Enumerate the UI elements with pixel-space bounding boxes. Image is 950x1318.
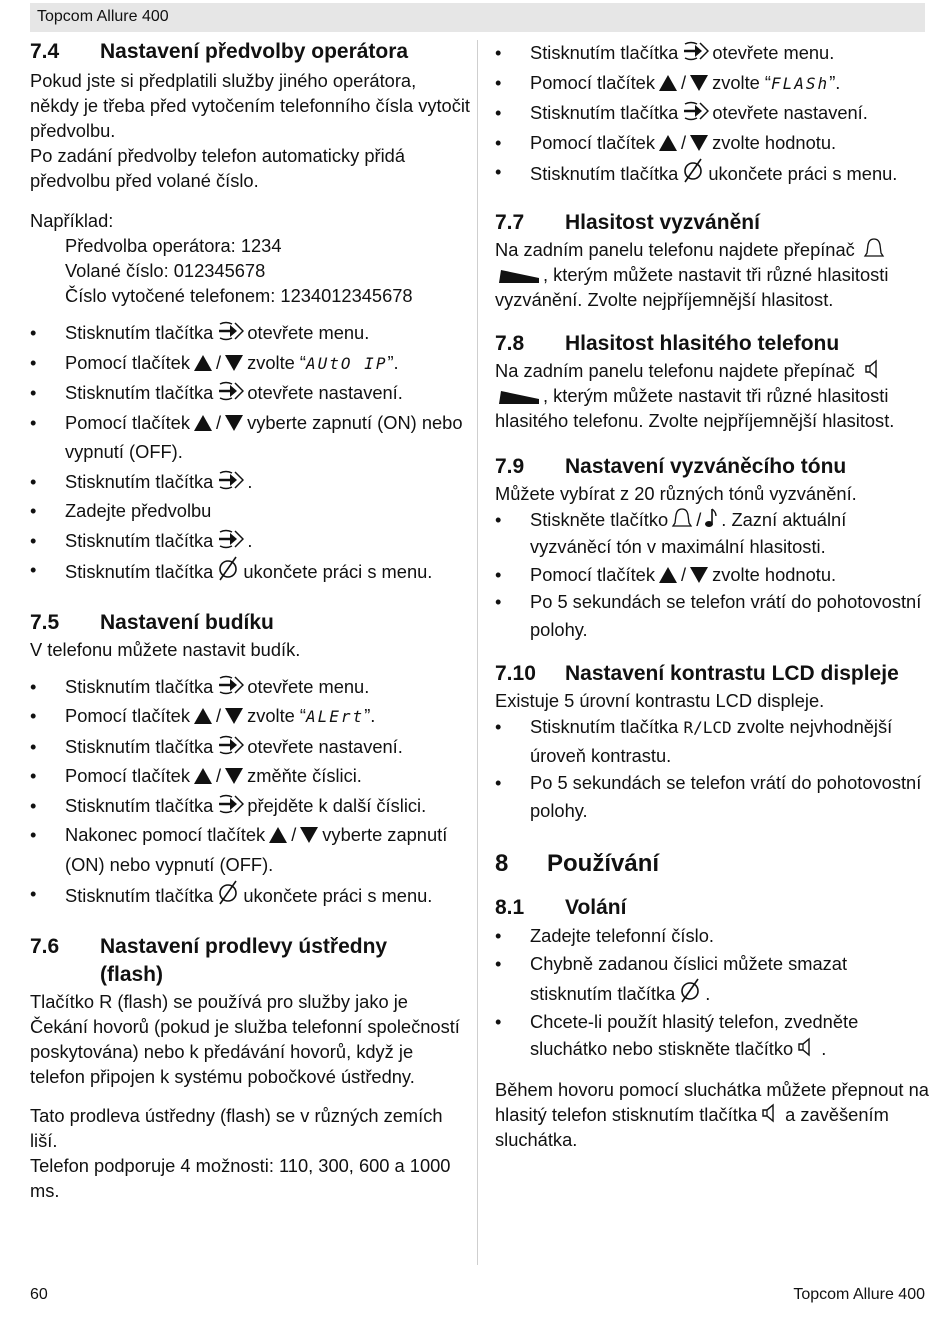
- speaker-icon: [863, 358, 885, 380]
- section-7-10-heading: [495, 660, 930, 688]
- section-title: Hlasitost hlasitého telefonu: [565, 331, 840, 355]
- paragraph: Pokud jste si předplatili služby jiného operátora, někdy je třeba před vytočením telefonního čísla vytočit předvolbu.: [30, 70, 470, 141]
- up-triangle-icon: [193, 414, 213, 432]
- list-item: • Nakonec pomocí tlačítek / vyberte zapnutí (ON) nebo vypnutí (OFF).: [30, 820, 470, 879]
- list-item: • Zadejte předvolbu: [30, 496, 470, 526]
- left-column: [30, 38, 470, 1203]
- list-item: • Pomocí tlačítek / zvolte hodnotu.: [495, 561, 930, 589]
- list-item: • Stisknutím tlačítka ukončete práci s menu.: [30, 555, 470, 587]
- list-item: • Pomocí tlačítek / změňte číslici.: [30, 761, 470, 791]
- menu-arrow-icon: [216, 734, 244, 756]
- steps-list-7-5: [30, 672, 470, 911]
- down-triangle-icon: [689, 134, 709, 152]
- list-item: • Pomocí tlačítek / vyberte zapnutí (ON) nebo vypnutí (OFF).: [30, 408, 470, 467]
- section-title: Nastavení vyzváněcího tónu: [565, 454, 847, 478]
- section-number: 7.4: [30, 40, 60, 63]
- down-triangle-icon: [224, 767, 244, 785]
- header-title: Topcom Allure 400: [37, 8, 169, 25]
- section-number: 7.5: [30, 610, 60, 634]
- section-title: Volání: [565, 896, 627, 919]
- example-line: Předvolba operátora: 1234: [65, 235, 282, 256]
- section-7-8-heading: [495, 330, 930, 358]
- list-item: • Stisknutím tlačítka ukončete práci s menu.: [30, 879, 470, 911]
- menu-arrow-icon: [216, 469, 244, 491]
- list-item: • Stisknutím tlačítka .: [30, 467, 470, 497]
- paragraph: Můžete vybírat z 20 různých tónů vyzvánění.: [495, 482, 857, 504]
- example-line: Číslo vytočené telefonem: 1234012345678: [65, 285, 413, 306]
- section-title: Nastavení prodlevy ústředny (flash): [100, 934, 388, 986]
- steps-list-8-1: [495, 922, 930, 1063]
- section-7-6-heading: [30, 933, 470, 989]
- steps-list-7-9: [495, 506, 930, 644]
- paragraph: Existuje 5 úrovní kontrastu LCD displeje.: [495, 690, 825, 711]
- list-item: • Stisknutím tlačítka ukončete práci s menu.: [495, 157, 930, 189]
- list-item: • Po 5 sekundách se telefon vrátí do pohotovostní polohy.: [495, 769, 930, 824]
- down-triangle-icon: [224, 707, 244, 725]
- menu-arrow-icon: [681, 40, 709, 62]
- cancel-slash-circle-icon: [681, 157, 705, 183]
- section-number: 7.8: [495, 331, 525, 355]
- list-item: • Stisknutím tlačítka otevřete menu.: [30, 318, 470, 348]
- speaker-icon: [760, 1102, 782, 1124]
- menu-arrow-icon: [216, 320, 244, 342]
- list-item: • Chybně zadanou číslici můžete smazat stisknutím tlačítka .: [495, 950, 930, 1008]
- paragraph: Po zadání předvolby telefon automaticky přidá předvolbu před volané číslo.: [30, 145, 405, 191]
- speaker-icon: [796, 1036, 818, 1058]
- section-7-7-heading: [495, 209, 930, 237]
- section-7-9-heading: [495, 453, 930, 481]
- down-triangle-icon: [689, 566, 709, 584]
- paragraph: Telefon podporuje 4 možnosti: 110, 300, 600 a 1000 ms.: [30, 1154, 451, 1201]
- menu-arrow-icon: [681, 100, 709, 122]
- list-item: • Stisknutím tlačítka otevřete nastavení.: [30, 378, 470, 408]
- paragraph: Na zadním panelu telefonu najdete přepínač , kterým můžete nastavit tři různé hlasitosti vyzvánění. Zvolte nejpříjemnější hlasitost.: [495, 238, 889, 310]
- running-header: [30, 3, 925, 32]
- music-note-icon: [704, 507, 718, 529]
- list-item: • Stiskněte tlačítko / . Zazní aktuální vyzváněcí tón v maximální hlasitosti.: [495, 506, 930, 561]
- paragraph: Tlačítko R (flash) se používá pro služby jako je Čekání hovorů (pokud je služba telefonní společností poskytována) nebo k předávání hovorů, když je telefon připojen k systému pobočkové ústředny.: [30, 990, 460, 1087]
- up-triangle-icon: [193, 354, 213, 372]
- down-triangle-icon: [689, 74, 709, 92]
- up-triangle-icon: [658, 74, 678, 92]
- column-divider: [477, 40, 478, 1265]
- section-title: Nastavení kontrastu LCD displeje: [565, 662, 899, 685]
- volume-wedge-icon: [498, 268, 540, 284]
- list-item: • Pomocí tlačítek / zvolte “FLASh”.: [495, 68, 930, 99]
- list-item: • Stisknutím tlačítka přejděte k další číslici.: [30, 791, 470, 821]
- page-number: 60: [30, 1286, 48, 1303]
- example-line: Volané číslo: 012345678: [65, 260, 266, 281]
- section-number: 7.10: [495, 662, 536, 685]
- paragraph: Tato prodleva ústředny (flash) se v různých zemích liší.: [30, 1104, 443, 1151]
- section-number: 8.1: [495, 896, 525, 919]
- menu-arrow-icon: [216, 793, 244, 815]
- section-title: Nastavení předvolby operátora: [100, 40, 409, 63]
- paragraph: Na zadním panelu telefonu najdete přepínač , kterým můžete nastavit tři různé hlasitosti hlasitého telefonu. Zvolte nejpříjemnější hlasitost.: [495, 359, 895, 431]
- up-triangle-icon: [193, 707, 213, 725]
- up-triangle-icon: [658, 566, 678, 584]
- steps-list-7-10: [495, 713, 930, 824]
- list-item: • Stisknutím tlačítka .: [30, 526, 470, 556]
- cancel-slash-circle-icon: [216, 555, 240, 581]
- list-item: • Stisknutím tlačítka otevřete menu.: [495, 38, 930, 68]
- down-triangle-icon: [299, 826, 319, 844]
- section-number: 7.6: [30, 934, 60, 958]
- list-item: • Pomocí tlačítek / zvolte “ALErt”.: [30, 701, 470, 732]
- lcd-text: ALErt: [306, 707, 365, 726]
- section-number: 7.9: [495, 454, 525, 478]
- menu-arrow-icon: [216, 380, 244, 402]
- footer-title: Topcom Allure 400: [793, 1286, 925, 1303]
- menu-arrow-icon: [216, 528, 244, 550]
- lcd-key-label: R/LCD: [683, 718, 732, 737]
- steps-list-7-6-continued: [495, 38, 930, 189]
- right-column: [495, 38, 930, 1152]
- list-item: • Zadejte telefonní číslo.: [495, 922, 930, 950]
- down-triangle-icon: [224, 354, 244, 372]
- section-title: Nastavení budíku: [100, 610, 274, 634]
- up-triangle-icon: [268, 826, 288, 844]
- cancel-slash-circle-icon: [678, 977, 702, 1003]
- section-8-1-heading: [495, 894, 930, 922]
- list-item: • Stisknutím tlačítka R/LCD zvolte nejvhodnější úroveň kontrastu.: [495, 713, 930, 769]
- cancel-slash-circle-icon: [216, 879, 240, 905]
- list-item: • Stisknutím tlačítka otevřete nastavení.: [30, 732, 470, 762]
- list-item: • Po 5 sekundách se telefon vrátí do pohotovostní polohy.: [495, 588, 930, 643]
- up-triangle-icon: [658, 134, 678, 152]
- section-7-5-heading: [30, 609, 470, 637]
- section-number: 7.7: [495, 210, 525, 234]
- lcd-text: FLASh: [771, 73, 830, 93]
- paragraph: V telefonu můžete nastavit budík.: [30, 638, 301, 660]
- section-title: Hlasitost vyzvánění: [565, 210, 760, 234]
- steps-list-7-4: [30, 318, 470, 587]
- section-7-4-heading: [30, 38, 470, 66]
- paragraph: Během hovoru pomocí sluchátka můžete přepnout na hlasitý telefon stisknutím tlačítka a zavěšením sluchátka.: [495, 1078, 929, 1150]
- list-item: • Chcete-li použít hlasitý telefon, zvedněte sluchátko nebo stiskněte tlačítko .: [495, 1008, 930, 1063]
- list-item: • Stisknutím tlačítka otevřete menu.: [30, 672, 470, 702]
- bell-icon: [863, 237, 885, 259]
- list-item: • Pomocí tlačítek / zvolte hodnotu.: [495, 128, 930, 158]
- example-label: Například:: [30, 210, 114, 231]
- up-triangle-icon: [193, 767, 213, 785]
- lcd-text: AUtO IP: [306, 353, 388, 373]
- section-8-heading: [495, 850, 930, 878]
- list-item: • Pomocí tlačítek / zvolte “AUtO IP”.: [30, 348, 470, 379]
- section-number: 8: [495, 850, 509, 877]
- volume-wedge-icon: [498, 389, 540, 405]
- down-triangle-icon: [224, 414, 244, 432]
- section-title: Používání: [547, 850, 660, 877]
- menu-arrow-icon: [216, 674, 244, 696]
- bell-icon: [671, 507, 693, 529]
- list-item: • Stisknutím tlačítka otevřete nastavení.: [495, 98, 930, 128]
